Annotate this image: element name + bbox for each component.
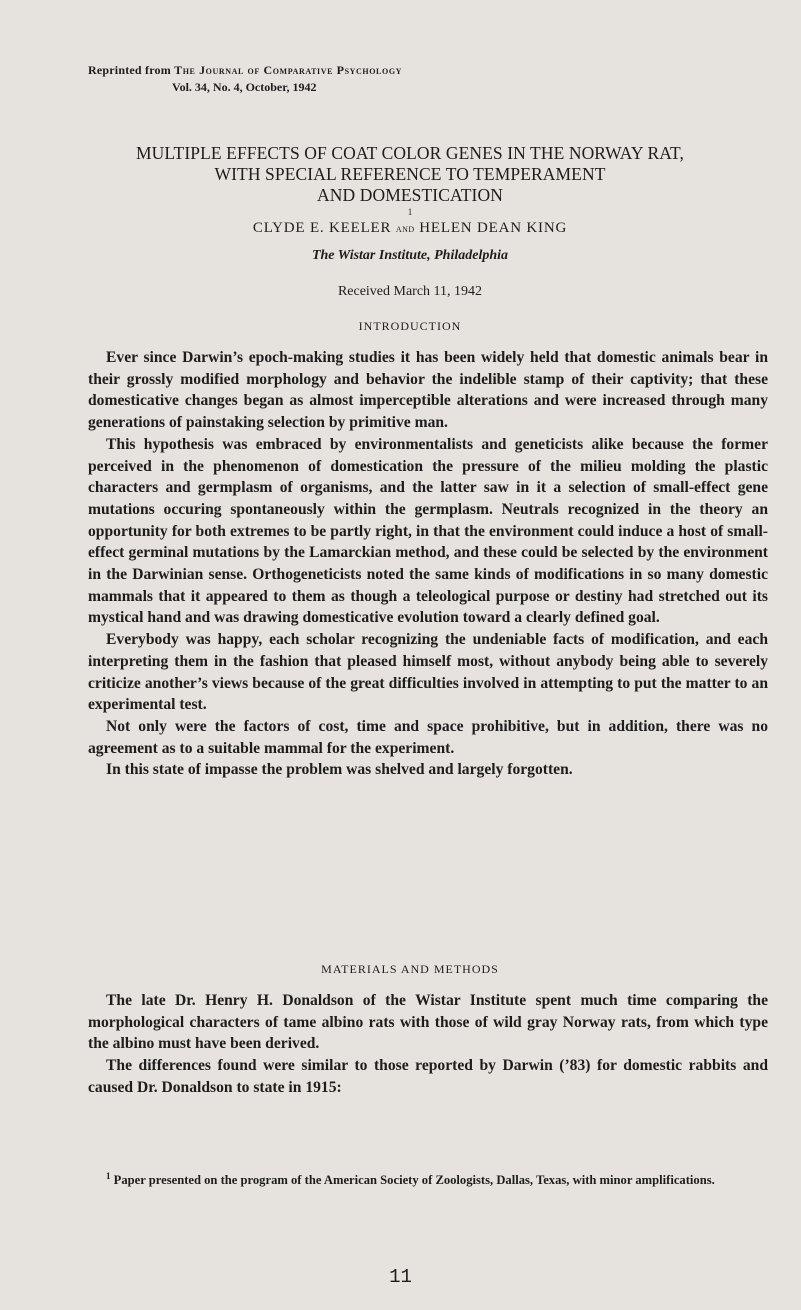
title-line-1: MULTIPLE EFFECTS OF COAT COLOR GENES IN THE NORWAY RAT, [135,143,685,163]
reprint-line-2: Vol. 34, No. 4, October, 1942 [172,80,317,94]
reprint-prefix: Reprinted from [88,63,175,77]
methods-paragraph-1: The late Dr. Henry H. Donaldson of the Wistar Institute spent much time comparing the morphological characters of tame albino rats with those of wild gray Norway rats, from which type the albino must have been derived. [88,992,768,1053]
methods-body [88,990,768,1099]
title-line-3-text: AND DOMESTICATION [317,185,503,205]
methods-heading: MATERIALS AND METHODS [321,962,499,976]
footnote [88,1171,768,1189]
paper-title [60,143,760,227]
intro-paragraph-5: In this state of impasse the problem was shelved and largely forgotten. [106,761,573,779]
introduction-heading: INTRODUCTION [358,319,462,333]
title-footnote-mark: 1 [407,207,413,218]
author-2: HELEN DEAN KING [419,220,568,236]
author-line [60,220,760,237]
reprint-line-1 [88,62,508,79]
methods-paragraph-2: The differences found were similar to those reported by Darwin (’83) for domestic rabbits and caused Dr. Donaldson to state in 1915: [88,1057,768,1096]
received-date: Received March 11, 1942 [337,284,483,299]
journal-name: The Journal of Comparative Psychology [174,63,403,77]
affiliation: The Wistar Institute, Philadelphia [311,248,509,263]
introduction-body [88,347,768,781]
author-conjunction: and [395,223,415,235]
intro-paragraph-4: Not only were the factors of cost, time and space prohibitive, but in addition, there was no agreement as to a suitable mammal for the experiment. [88,717,768,757]
reprint-notice [88,62,508,96]
page-number: 11 [389,1266,412,1288]
intro-paragraph-1: Ever since Darwin’s epoch-making studies it has been widely held that domestic animals bear in their grossly modified morphology and behavior the indelible stamp of their captivity; that these domesticative changes began as almost imperceptible alterations and were increased through many generations of painstaking selection by primitive man. [88,349,768,432]
author-1: CLYDE E. KEELER [252,220,392,236]
footnote-mark: 1 [106,1170,111,1181]
title-line-2: WITH SPECIAL REFERENCE TO TEMPERAMENT [214,164,606,184]
intro-paragraph-3: Everybody was happy, each scholar recognizing the undeniable facts of modification, and each interpreting them in the fashion that pleased himself most, without anybody being able to severely criticize another’s views because of the great difficulties involved in attempting to put the matter to an experimental test. [88,631,768,714]
footnote-text: Paper presented on the program of the American Society of Zoologists, Dallas, Texas, with minor amplifications. [110,1173,715,1187]
intro-paragraph-2: This hypothesis was embraced by environmentalists and geneticists alike because the former perceived in the phenomenon of domestication the pressure of the milieu molding the plastic characters and germplasm of organisms, and the latter saw in it a selection of small-effect gene mutations occuring spontaneously within the germplasm. Neutrals recognized in the theory an opportunity for both extremes to be partly right, in that the environment could induce a host of small-effect germinal mutations by the Lamarckian method, and these could be selected by the environment in the Darwinian sense. Orthogeneticists noted the same kinds of modifications in so many domestic mammals that it appeared to them as though a teleological purpose or destiny had stretched out its mystical hand and was drawing domesticative evolution toward a clearly defined goal. [88,435,768,627]
